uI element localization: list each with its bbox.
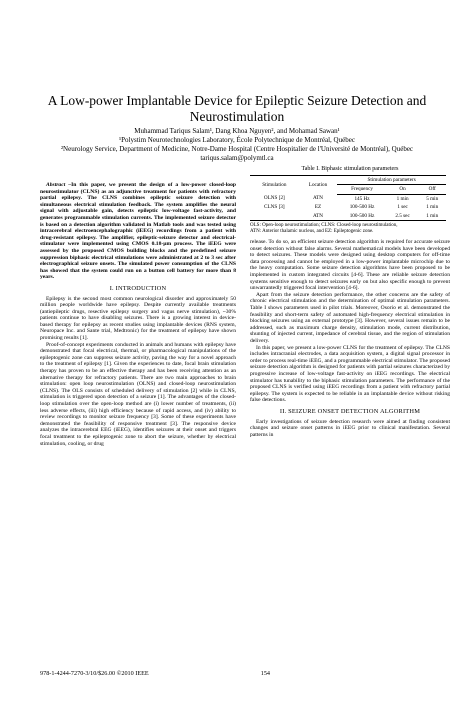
table-cell: 1 min (418, 212, 446, 221)
intro-paragraph-1: Epilepsy is the second most common neurological disorder and approximately 50 million people worldwide have epilepsy. Despite currently available treatments (antiepileptic drugs, resective epilepsy surgery and vagus nerve stimulation), ~30% patients continue to have disabling seizures. There is a growing interest in device-based therapy for epilepsy as recent studies using implantable devices (RNS system, Neuropace Inc. and Sante trial, Medtronic) for the treatment of epilepsy have shown promising results [1]. (40, 295, 236, 342)
table-cell: 1 min (426, 204, 439, 211)
table-cell: ATN (299, 212, 338, 221)
table-header-params: Stimulation parameters (337, 175, 446, 185)
author-names: Muhammad Tariqus Salam¹, Dang Khoa Nguyen², and Mohamad Sawan¹ (134, 127, 340, 135)
table-cell: OLNS [2] (263, 195, 285, 202)
section-heading-seizure-detection: II. SEIZURE ONSET DETECTION ALGORITHM (279, 407, 421, 415)
table-cell: 145 Hz (354, 195, 370, 202)
author-block (28, 127, 446, 163)
section-heading-introduction: I. INTRODUCTION (109, 284, 167, 292)
right-paragraph-3: In this paper, we present a low-power CLNS for the treatment of epilepsy. The CLNS includes intracranial electrodes, a data acquisition system, a digital signal processor in order to process real-time iEEG, and a programmable electrical stimulator. The proposed seizure detection algorithm is designed for patients with partial seizures characterized by progressive increase of low-voltage fast-activity on iEEG recordings. The electrical stimulator has tunability to the biphasic stimulation parameters. The performance of the proposed CLNS is verified using iEEG recordings from a patient with refractory partial epilepsy. The system is expected to be reliable in an implantable device without risking false detections. (250, 344, 450, 404)
table-header-off: Off (418, 185, 446, 195)
table-cell: 100-500 Hz (337, 212, 386, 221)
table-notes (250, 223, 450, 235)
abstract (40, 182, 236, 281)
intro-paragraph-2: Proof-of-concept experiments conducted in animals and humans with epilepsy have demonstrated that focal electrical, thermal, or pharmacological manipulations of the epileptogenic zone can suppress seizure activity, paving the way for a novel approach to the treatment of epilepsy [1]. Given the experiences to date, focal brain stimulation therapy has proven to be an effective therapy and has been receiving attention as an alternative therapy for refractory patients. There are two main approaches to brain stimulation: open loop neurostimulation (OLNS) and closed-loop neurostimulation (CLNS). The OLS consists of scheduled delivery of stimulation [2] while in CLNS, stimulation is triggered upon detection of a seizure [1]. The advantages of the closed-loop stimulation over the open-loop method are (i) lower number of treatments, (ii) less adverse effects, (iii) high efficiency because of rapid access, and (iv) ability to review recordings to monitor seizure frequency [3]. Some of these experiments have demonstrated the feasibility of responsive treatment [3]. The responsive device analyzes the intracerebral EEG (iEEG), identifies seizures at their onset and triggers focal treatment to the epileptogenic zone to abort the seizure, whether by electrical stimulation, cooling, or drug (40, 341, 236, 447)
table-row (250, 212, 446, 221)
page-footer (40, 670, 270, 677)
table-row (250, 203, 446, 212)
table-header-location: Location (299, 175, 338, 194)
left-column (40, 182, 236, 447)
affiliation-2: ²Neurology Service, Department of Medicine, Notre-Dame Hospital (Centre Hospitalier de l'Université de Montréal), Québec (60, 145, 414, 153)
table-cell: 1 min (396, 195, 409, 202)
paper-title: A Low-power Implantable Device for Epileptic Seizure Detection and Neurostimulation (47, 93, 427, 124)
table-header-stimulation: Stimulation (250, 175, 299, 194)
table-cell: CLNS [3] (264, 204, 285, 211)
right-paragraph-2: Apart from the seizure detection performance, the other concerns are the safety of chronic electrical stimulation and the determination of optimal stimulation parameters. Table I shows parameters used in pilot trials. Moreover, Osorio et al. demonstrated the feasibility and short-term safety of automated high-frequency electrical stimulation in blocking seizures using an external prototype [3]. However, several issues remain to be addressed, such as maximum charge density, stimulation mode, current distribution, shunting of injected current, impedance of cerebral tissue, and the region of stimulation delivery. (250, 291, 450, 344)
right-paragraph-1: release. To do so, an efficient seizure detection algorithm is required for accurate seizure onset detection without false alarms. Several mathematical models have been developed to detect seizures. These models were designed using desktop computers for off-time data processing and cannot be employed in a low-power implantable microchip due to the heavy computation. Some seizure detection algorithms have been proposed to be implemented in custom integrated circuits [4-6]. These are reliable seizure detection systems sensitive enough to detect seizures early on but also specific enough to prevent unwarrantedly triggered focal intervention [4-6]. (250, 239, 450, 292)
table-note: OLS: Open-loop neurostimulation; CLNS: Closed-loop neurostimulation, (250, 223, 398, 229)
section2-paragraph: Early investigations of seizure detection research were aimed at finding consistent changes and seizure onset patterns in iEEG prior to clinical manifestation. Several patterns in (250, 418, 450, 438)
affiliation-1: ¹Polystim Neurotechnologies Laboratory, École Polytechnique de Montréal, Québec (119, 136, 355, 144)
table-cell: ATN (312, 195, 324, 202)
table-note: ATN: Anterior thalamic nucleus, and EZ: Epileptogenic zone. (250, 229, 374, 235)
right-column (250, 166, 450, 438)
abstract-label: Abstract (46, 182, 66, 188)
isbn-copyright: 978-1-4244-7270-3/10/$26.00 ©2010 IEEE (40, 670, 149, 677)
table-caption: Table I. Biphasic stimulation parameters (301, 166, 399, 172)
table-cell (250, 212, 299, 221)
table-cell: EZ (314, 204, 322, 211)
table-cell: 100-500 Hz (349, 204, 375, 211)
author-email: tariqus.salam@polymtl.ca (200, 154, 274, 162)
abstract-text: –In this paper, we present the design of a low-power closed-loop neurostimulator (CLNS) as an adjunctive treatment for patients with refractory partial epilepsy. The CLNS combines epileptic seizure detection with simultaneous electrical stimulation feedback. The system amplifies the neural signal with adjustable gain, detects epileptic low-voltage fast-activity, and generates programmable stimulation currents. The implemented seizure detector is based on a detection algorithm validated in Matlab tools and was tested using intracerebral electroencephalographic (iEEG) recordings from a patient with drug-resistant epilepsy. The amplifier, epileptic-seizure detector and electrical-stimulator were implemented using CMOS 0.18-µm process. The iEEG were assessed by the proposed CMOS building blocks and the predefined seizure suppression biphasic electrical stimulations were administrated at 2 to 3 sec after electrographical seizure onsets. The simulated power consumption of the CLNS has showed that the system could run on a button cell battery for more than 8 years. (40, 182, 236, 281)
stimulation-table (250, 175, 446, 222)
table-cell: 5 min (426, 195, 439, 202)
table-row (250, 194, 446, 203)
page-number: 154 (260, 670, 270, 677)
table-header-frequency: Frequency (337, 185, 386, 195)
table-header-on: On (387, 185, 419, 195)
table-cell: 1 sec (397, 204, 408, 211)
table-cell: 2.5 sec (387, 212, 419, 221)
